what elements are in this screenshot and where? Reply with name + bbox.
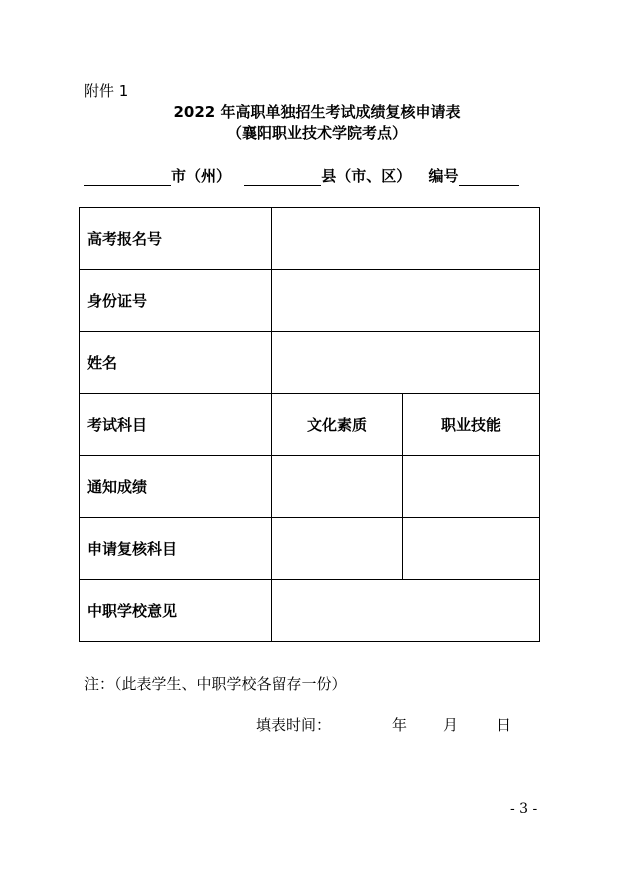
- exam-subject-label: 考试科目: [80, 394, 272, 456]
- city-suffix: 市（州）: [171, 167, 232, 185]
- table-row: [80, 208, 540, 270]
- date-fill-label: 填表时间：: [256, 716, 332, 734]
- school-opinion-label: 中职学校意见: [80, 580, 272, 642]
- table-row: [80, 518, 540, 580]
- review-subject-culture-field[interactable]: [272, 518, 403, 580]
- id-number-label: 身份证号: [80, 270, 272, 332]
- review-subject-skill-field[interactable]: [403, 518, 540, 580]
- table-row: [80, 270, 540, 332]
- month-label: 月: [443, 716, 459, 734]
- number-label: 编号: [428, 167, 459, 185]
- school-opinion-field[interactable]: [272, 580, 540, 642]
- form-title: 2022 年高职单独招生考试成绩复核申请表: [173, 103, 461, 121]
- subject-skill: 职业技能: [403, 394, 540, 456]
- county-blank[interactable]: [244, 168, 321, 186]
- region-line: [84, 165, 534, 187]
- county-suffix: 县（市、区）: [321, 167, 412, 185]
- table-row: [80, 456, 540, 518]
- review-subject-label: 申请复核科目: [80, 518, 272, 580]
- exam-reg-no-label: 高考报名号: [80, 208, 272, 270]
- notified-score-label: 通知成绩: [80, 456, 272, 518]
- city-blank[interactable]: [84, 168, 171, 186]
- table-row: [80, 580, 540, 642]
- form-subtitle: （襄阳职业技术学院考点）: [226, 124, 407, 142]
- id-number-field[interactable]: [272, 270, 540, 332]
- page-number: - 3 -: [510, 801, 538, 817]
- name-field[interactable]: [272, 332, 540, 394]
- application-table: [79, 207, 540, 642]
- name-label: 姓名: [80, 332, 272, 394]
- attachment-label: 附件 1: [84, 82, 129, 100]
- table-row: [80, 394, 540, 456]
- day-label: 日: [496, 716, 512, 734]
- table-row: [80, 332, 540, 394]
- notified-score-culture-field[interactable]: [272, 456, 403, 518]
- subject-culture: 文化素质: [272, 394, 403, 456]
- note-text: 注：（此表学生、中职学校各留存一份）: [84, 675, 347, 693]
- exam-reg-no-field[interactable]: [272, 208, 540, 270]
- number-blank[interactable]: [459, 168, 519, 186]
- year-label: 年: [392, 716, 408, 734]
- notified-score-skill-field[interactable]: [403, 456, 540, 518]
